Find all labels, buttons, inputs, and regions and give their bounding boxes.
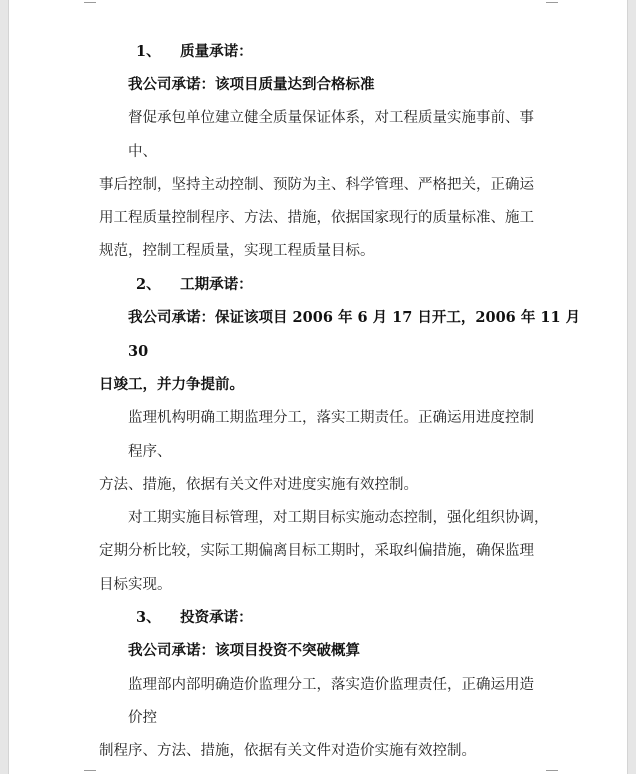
paragraph-line: 定期分析比较，实际工期偏离目标工期时，采取纠偏措施，确保监理 — [99, 543, 534, 559]
paragraph-line: 用工程质量控制程序、方法、措施，依据国家现行的质量标准、施工 — [99, 210, 534, 226]
paragraph-line: 监理部内部明确造价监理分工，落实造价监理责任，正确运用造 — [128, 677, 534, 693]
section-heading-schedule: 2、 工期承诺： — [136, 276, 253, 293]
paragraph-line: 规范，控制工程质量，实现工程质量目标。 — [99, 243, 375, 259]
crop-mark-top-left — [84, 2, 96, 3]
section-heading-quality: 1、 质量承诺： — [136, 43, 253, 60]
paragraph-line: 监理机构明确工期监理分工，落实工期责任。正确运用进度控制 — [128, 410, 534, 426]
crop-mark-bottom-left — [84, 770, 96, 771]
commitment-schedule-cont: 日竣工，并力争提前。 — [99, 376, 244, 393]
commitment-schedule-cont: 30 — [128, 343, 149, 360]
paragraph-line: 程序、 — [128, 444, 172, 460]
commitment-schedule: 我公司承诺：保证该项目 2006 年 6 月 17 日开工，2006 年 11 月 — [128, 309, 581, 326]
paragraph-line: 中、 — [128, 144, 157, 160]
paragraph-line: 对工期实施目标管理，对工期目标实施动态控制，强化组织协调， — [128, 510, 549, 526]
paragraph-line: 制程序、方法、措施，依据有关文件对造价实施有效控制。 — [99, 743, 476, 759]
page-left-edge — [8, 0, 9, 774]
commitment-quality: 我公司承诺：该项目质量达到合格标准 — [128, 76, 375, 93]
crop-mark-bottom-right — [546, 770, 558, 771]
paragraph-line: 目标实现。 — [99, 577, 172, 593]
section-heading-investment: 3、 投资承诺： — [136, 609, 253, 626]
paragraph-line: 价控 — [128, 710, 157, 726]
page-right-edge — [627, 0, 628, 774]
paragraph-line: 事后控制，坚持主动控制、预防为主、科学管理、严格把关，正确运 — [99, 177, 534, 193]
paragraph-line: 督促承包单位建立健全质量保证体系，对工程质量实施事前、事 — [128, 110, 534, 126]
paragraph-line: 方法、措施，依据有关文件对进度实施有效控制。 — [99, 477, 418, 493]
document-page — [8, 0, 628, 774]
crop-mark-top-right — [546, 2, 558, 3]
commitment-investment: 我公司承诺：该项目投资不突破概算 — [128, 642, 360, 659]
